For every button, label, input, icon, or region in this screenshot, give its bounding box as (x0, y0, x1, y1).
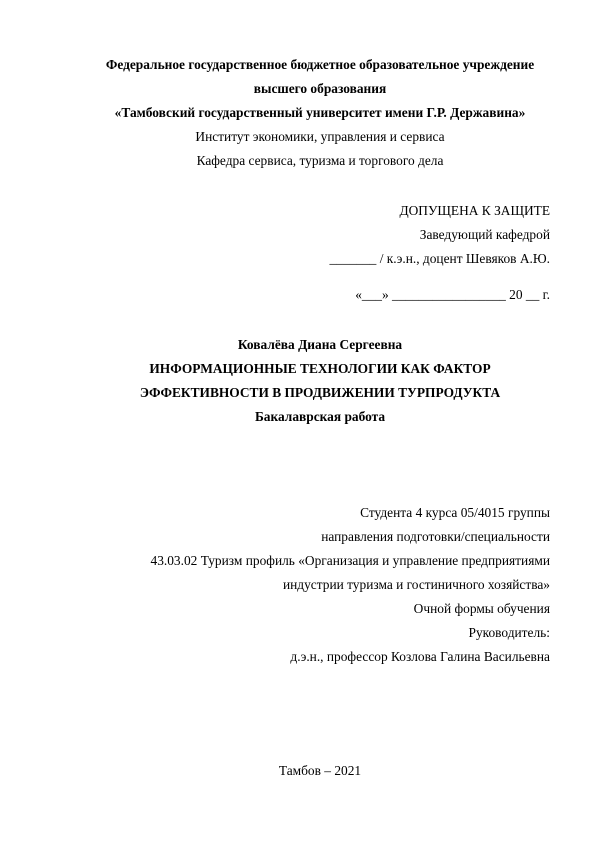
student-line-1: Студента 4 курса 05/4015 группы (360, 505, 550, 520)
work-type: Бакалаврская работа (254, 409, 386, 424)
approval-role: Заведующий кафедрой (419, 227, 550, 242)
student-line-4: индустрии туризма и гостиничного хозяйства» (282, 577, 550, 592)
student-line-3: 43.03.02 Туризм профиль «Организация и управление предприятиями (150, 553, 550, 568)
institute-name: Институт экономики, управления и сервиса (195, 129, 445, 144)
header-line-1: Федеральное государственное бюджетное образовательное учреждение (105, 57, 535, 72)
author-name: Ковалёва Диана Сергеевна (237, 337, 403, 352)
department-name: Кафедра сервиса, туризма и торгового дела (196, 153, 444, 168)
university-name: «Тамбовский государственный университет имени Г.Р. Державина» (114, 105, 526, 120)
approval-status: ДОПУЩЕНА К ЗАЩИТЕ (399, 203, 550, 218)
supervisor-label: Руководитель: (468, 625, 550, 640)
work-title-line-1: ИНФОРМАЦИОННЫЕ ТЕХНОЛОГИИ КАК ФАКТОР (149, 361, 491, 376)
student-line-2: направления подготовки/специальности (321, 529, 550, 544)
header-line-2: высшего образования (253, 81, 387, 96)
city-year: Тамбов – 2021 (278, 763, 362, 778)
approval-date: «___» _________________ 20 __ г. (355, 287, 550, 302)
work-title-line-2: ЭФФЕКТИВНОСТИ В ПРОДВИЖЕНИИ ТУРПРОДУКТА (139, 385, 501, 400)
study-form: Очной формы обучения (413, 601, 550, 616)
supervisor-name: д.э.н., профессор Козлова Галина Васильевна (290, 649, 550, 664)
approval-signature: _______ / к.э.н., доцент Шевяков А.Ю. (329, 251, 550, 266)
